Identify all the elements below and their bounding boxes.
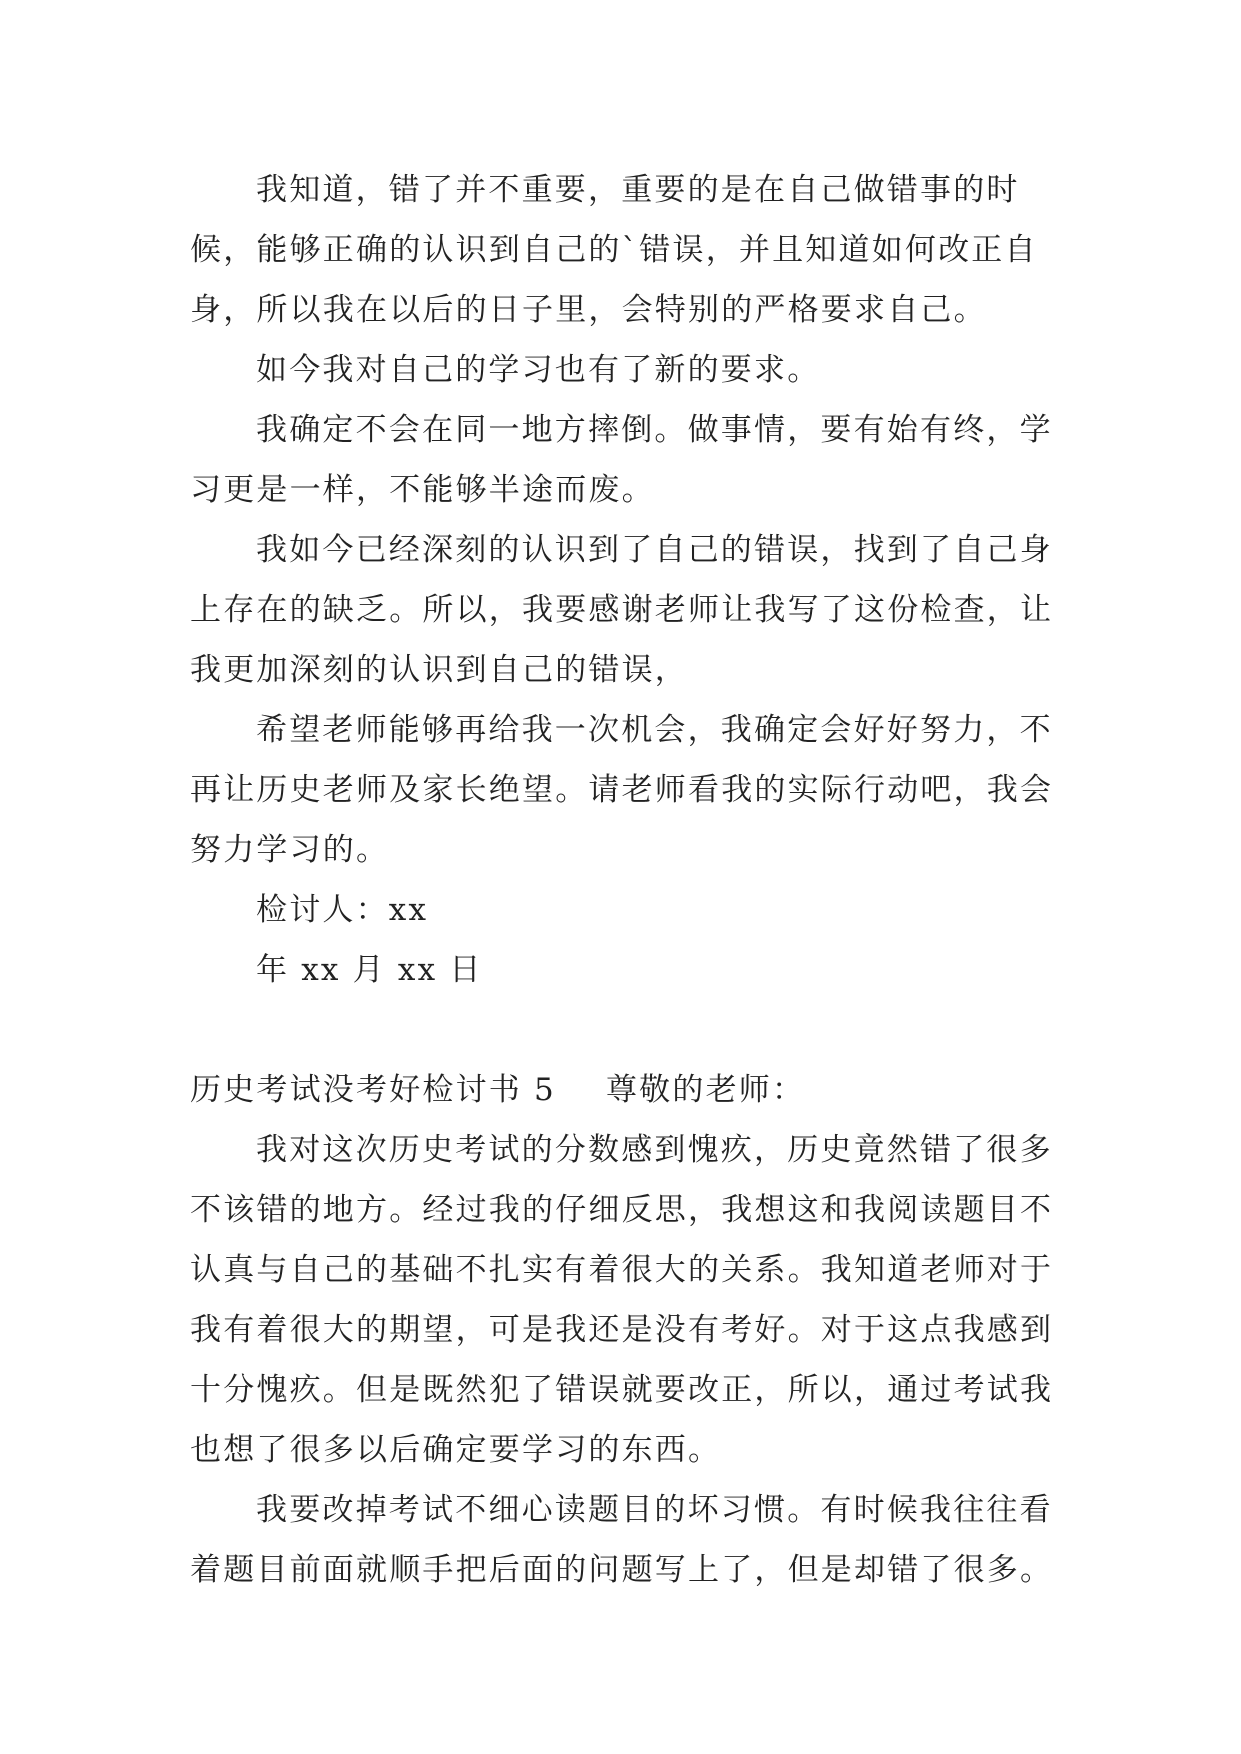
- document-page: [190, 160, 1070, 1600]
- paragraph-new-requirements: 如今我对自己的学习也有了新的要求。: [256, 352, 821, 388]
- section-title: 历史考试没考好检讨书 5: [190, 1072, 556, 1108]
- section-heading: [190, 1060, 1070, 1120]
- paragraph-bad-habit: 我要改掉考试不细心读题目的坏习惯。有时候我往往看着题目前面就顺手把后面的问题写上了，但是却错了很多。: [190, 1492, 1054, 1588]
- salutation: 尊敬的老师：: [605, 1072, 806, 1108]
- paragraph-exam-reflection: 我对这次历史考试的分数感到愧疚，历史竟然错了很多不该错的地方。经过我的仔细反思，我想这和我阅读题目不认真与自己的基础不扎实有着很大的关系。我知道老师对于我有着很大的期望，可是我还是没有考好。对于这点我感到十分愧疚。但是既然犯了错误就要改正，所以，通过考试我也想了很多以后确定要学习的东西。: [190, 1132, 1054, 1468]
- date-line: 年 xx 月 xx 日: [256, 952, 483, 988]
- paragraph-persistence: 我确定不会在同一地方摔倒。做事情，要有始有终，学习更是一样，不能够半途而废。: [190, 412, 1053, 508]
- paragraph-knowing-mistakes: 我知道，错了并不重要，重要的是在自己做错事的时候，能够正确的认识到自己的`错误，并且知道如何改正自身，所以我在以后的日子里，会特别的严格要求自己。: [190, 172, 1038, 328]
- paragraph-request-chance: 希望老师能够再给我一次机会，我确定会好好努力，不再让历史老师及家长绝望。请老师看我的实际行动吧，我会努力学习的。: [190, 712, 1054, 868]
- paragraph-gratitude: 我如今已经深刻的认识到了自己的错误，找到了自己身上存在的缺乏。所以，我要感谢老师让我写了这份检查，让我更加深刻的认识到自己的错误，: [190, 532, 1054, 688]
- signature-line: 检讨人：xx: [256, 892, 429, 928]
